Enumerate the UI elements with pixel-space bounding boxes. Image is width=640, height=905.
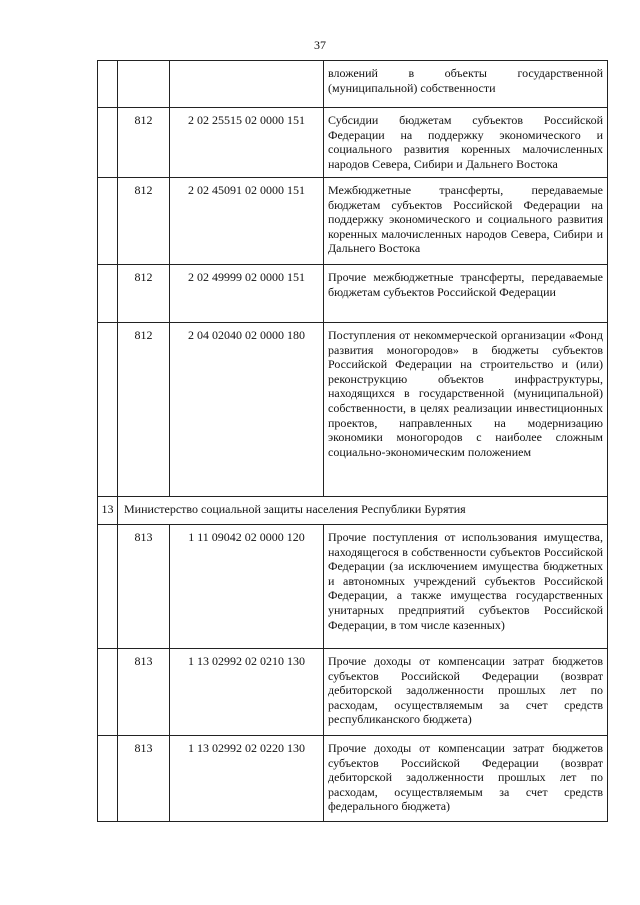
number-cell [98, 61, 118, 108]
admin-code-cell: 813 [118, 736, 170, 822]
revenue-code-cell: 1 11 09042 02 0000 120 [170, 525, 324, 649]
number-cell [98, 323, 118, 497]
table-row [98, 61, 608, 108]
admin-code-cell: 812 [118, 108, 170, 178]
admin-code-cell: 813 [118, 649, 170, 736]
table-row [98, 178, 608, 265]
admin-code-cell: 812 [118, 265, 170, 323]
description-cell: Прочие доходы от компенсации затрат бюджетов субъектов Российской Федерации (возврат дебиторской задолженности прошлых лет по расходам, осуществляемым за счет средств республиканского бюджета) [324, 649, 608, 736]
number-cell [98, 649, 118, 736]
table-row [98, 525, 608, 649]
ministry-header-row [98, 497, 608, 525]
ministry-number: 13 [98, 497, 118, 525]
number-cell [98, 265, 118, 323]
table-row [98, 323, 608, 497]
revenue-code-cell: 1 13 02992 02 0220 130 [170, 736, 324, 822]
page-number: 37 [314, 38, 326, 52]
budget-revenue-table [97, 60, 608, 822]
table-row [98, 736, 608, 822]
revenue-code-cell: 2 02 49999 02 0000 151 [170, 265, 324, 323]
description-cell: Прочие поступления от использования имущества, находящегося в собственности субъектов Российской Федерации (за исключением имущества бюджетных и автономных учреждений субъектов Российской Федерации, а также имущества государственных унитарных предприятий субъектов Российской Федерации, в том числе казенных) [324, 525, 608, 649]
description-cell: Прочие межбюджетные трансферты, передаваемые бюджетам субъектов Российской Федерации [324, 265, 608, 323]
admin-code-cell: 813 [118, 525, 170, 649]
table-row [98, 108, 608, 178]
revenue-code-cell [170, 61, 324, 108]
revenue-code-cell: 2 02 25515 02 0000 151 [170, 108, 324, 178]
number-cell [98, 178, 118, 265]
admin-code-cell: 812 [118, 323, 170, 497]
revenue-code-cell: 1 13 02992 02 0210 130 [170, 649, 324, 736]
revenue-code-cell: 2 02 45091 02 0000 151 [170, 178, 324, 265]
description-cell: Субсидии бюджетам субъектов Российской Федерации на поддержку экономического и социального развития коренных малочисленных народов Севера, Сибири и Дальнего Востока [324, 108, 608, 178]
number-cell [98, 108, 118, 178]
admin-code-cell [118, 61, 170, 108]
description-cell: Межбюджетные трансферты, передаваемые бюджетам субъектов Российской Федерации на поддержку экономического и социального развития коренных малочисленных народов Севера, Сибири и Дальнего Востока [324, 178, 608, 265]
table-row [98, 265, 608, 323]
description-cell: Прочие доходы от компенсации затрат бюджетов субъектов Российской Федерации (возврат дебиторской задолженности прошлых лет по расходам, осуществляемым за счет средств федерального бюджета) [324, 736, 608, 822]
table-row [98, 649, 608, 736]
description-cell: Поступления от некоммерческой организации «Фонд развития моногородов» в бюджеты субъектов Российской Федерации на строительство и (или) реконструкцию объектов инфраструктуры, находящихся в государственной (муниципальной) собственности, в целях реализации инвестиционных проектов, направленных на модернизацию экономики моногородов с наиболее сложным социально-экономическим положением [324, 323, 608, 497]
revenue-code-cell: 2 04 02040 02 0000 180 [170, 323, 324, 497]
ministry-name: Министерство социальной защиты населения Республики Бурятия [118, 497, 608, 525]
number-cell [98, 525, 118, 649]
number-cell [98, 736, 118, 822]
admin-code-cell: 812 [118, 178, 170, 265]
description-cell: вложений в объекты государственной (муниципальной) собственности [324, 61, 608, 108]
